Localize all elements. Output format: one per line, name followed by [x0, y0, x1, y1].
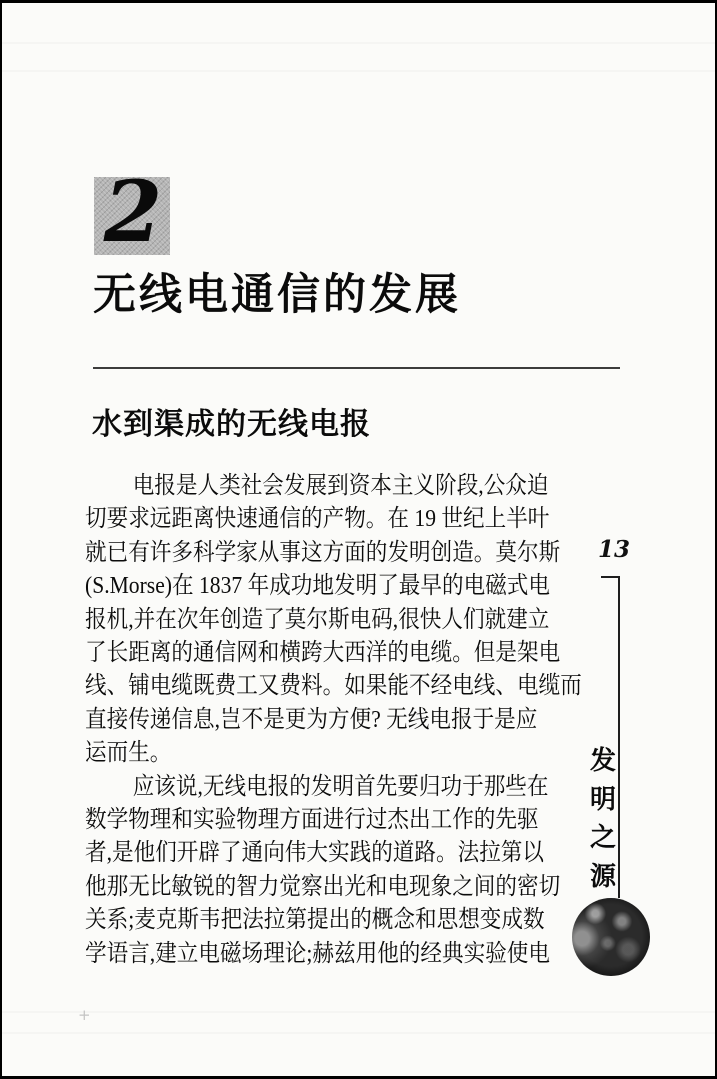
registration-mark: +	[78, 1006, 91, 1024]
body-text-line: 直接传递信息,岂不是更为方便? 无线电报于是应	[85, 706, 538, 733]
body-text-line: 应该说,无线电报的发明首先要归功于那些在	[132, 773, 549, 800]
body-text-line: 关系;麦克斯韦把法拉第提出的概念和思想变成数	[85, 907, 545, 934]
section-divider-rule	[93, 367, 620, 369]
margin-caption-char: 之	[589, 823, 616, 852]
body-text-line: (S.Morse)在 1837 年成功地发明了最早的电磁式电	[85, 573, 550, 600]
body-text-line: 了长距离的通信网和横跨大西洋的电缆。但是架电	[85, 640, 561, 667]
scan-streak	[0, 1032, 717, 1034]
margin-caption	[585, 742, 621, 896]
page-edge-left	[0, 0, 2, 1079]
body-text-line: 者,是他们开辟了通向伟大实践的道路。法拉第以	[85, 840, 544, 867]
globe-icon	[572, 898, 650, 976]
body-text-line: 数学物理和实验物理方面进行过杰出工作的先驱	[85, 807, 539, 834]
body-text-line: 学语言,建立电磁场理论;赫兹用他的经典实验使电	[85, 940, 551, 967]
body-text-line: 切要求远距离快速通信的产物。在 19 世纪上半叶	[85, 506, 550, 533]
body-text-line: 线、铺电缆既费工又费料。如果能不经电线、电缆而	[85, 673, 582, 700]
body-text-line: 电报是人类社会发展到资本主义阶段,公众迫	[132, 473, 549, 499]
body-text-block	[85, 470, 582, 971]
scan-streak	[0, 1011, 717, 1013]
chapter-number-box	[94, 162, 170, 261]
body-text-line: 就已有许多科学家从事这方面的发明创造。莫尔斯	[85, 539, 561, 566]
margin-caption-char: 发	[589, 746, 616, 775]
body-paragraph	[85, 470, 582, 771]
margin-caption-char: 源	[589, 861, 616, 891]
margin-caption-char: 明	[589, 784, 616, 814]
chapter-title: 无线电通信的发展	[93, 271, 461, 319]
chapter-number: 2	[103, 162, 163, 261]
body-text-line: 运而生。	[85, 740, 172, 767]
body-paragraph	[85, 771, 576, 971]
page-number: 13	[598, 536, 631, 563]
section-heading: 水到渠成的无线电报	[92, 408, 371, 441]
body-text-line: 报机,并在次年创造了莫尔斯电码,很快人们就建立	[85, 606, 550, 633]
scan-streak	[0, 42, 717, 44]
scan-streak	[0, 70, 717, 72]
body-text-line: 他那无比敏锐的智力觉察出光和电现象之间的密切	[85, 873, 561, 900]
page-edge-top	[0, 0, 717, 3]
